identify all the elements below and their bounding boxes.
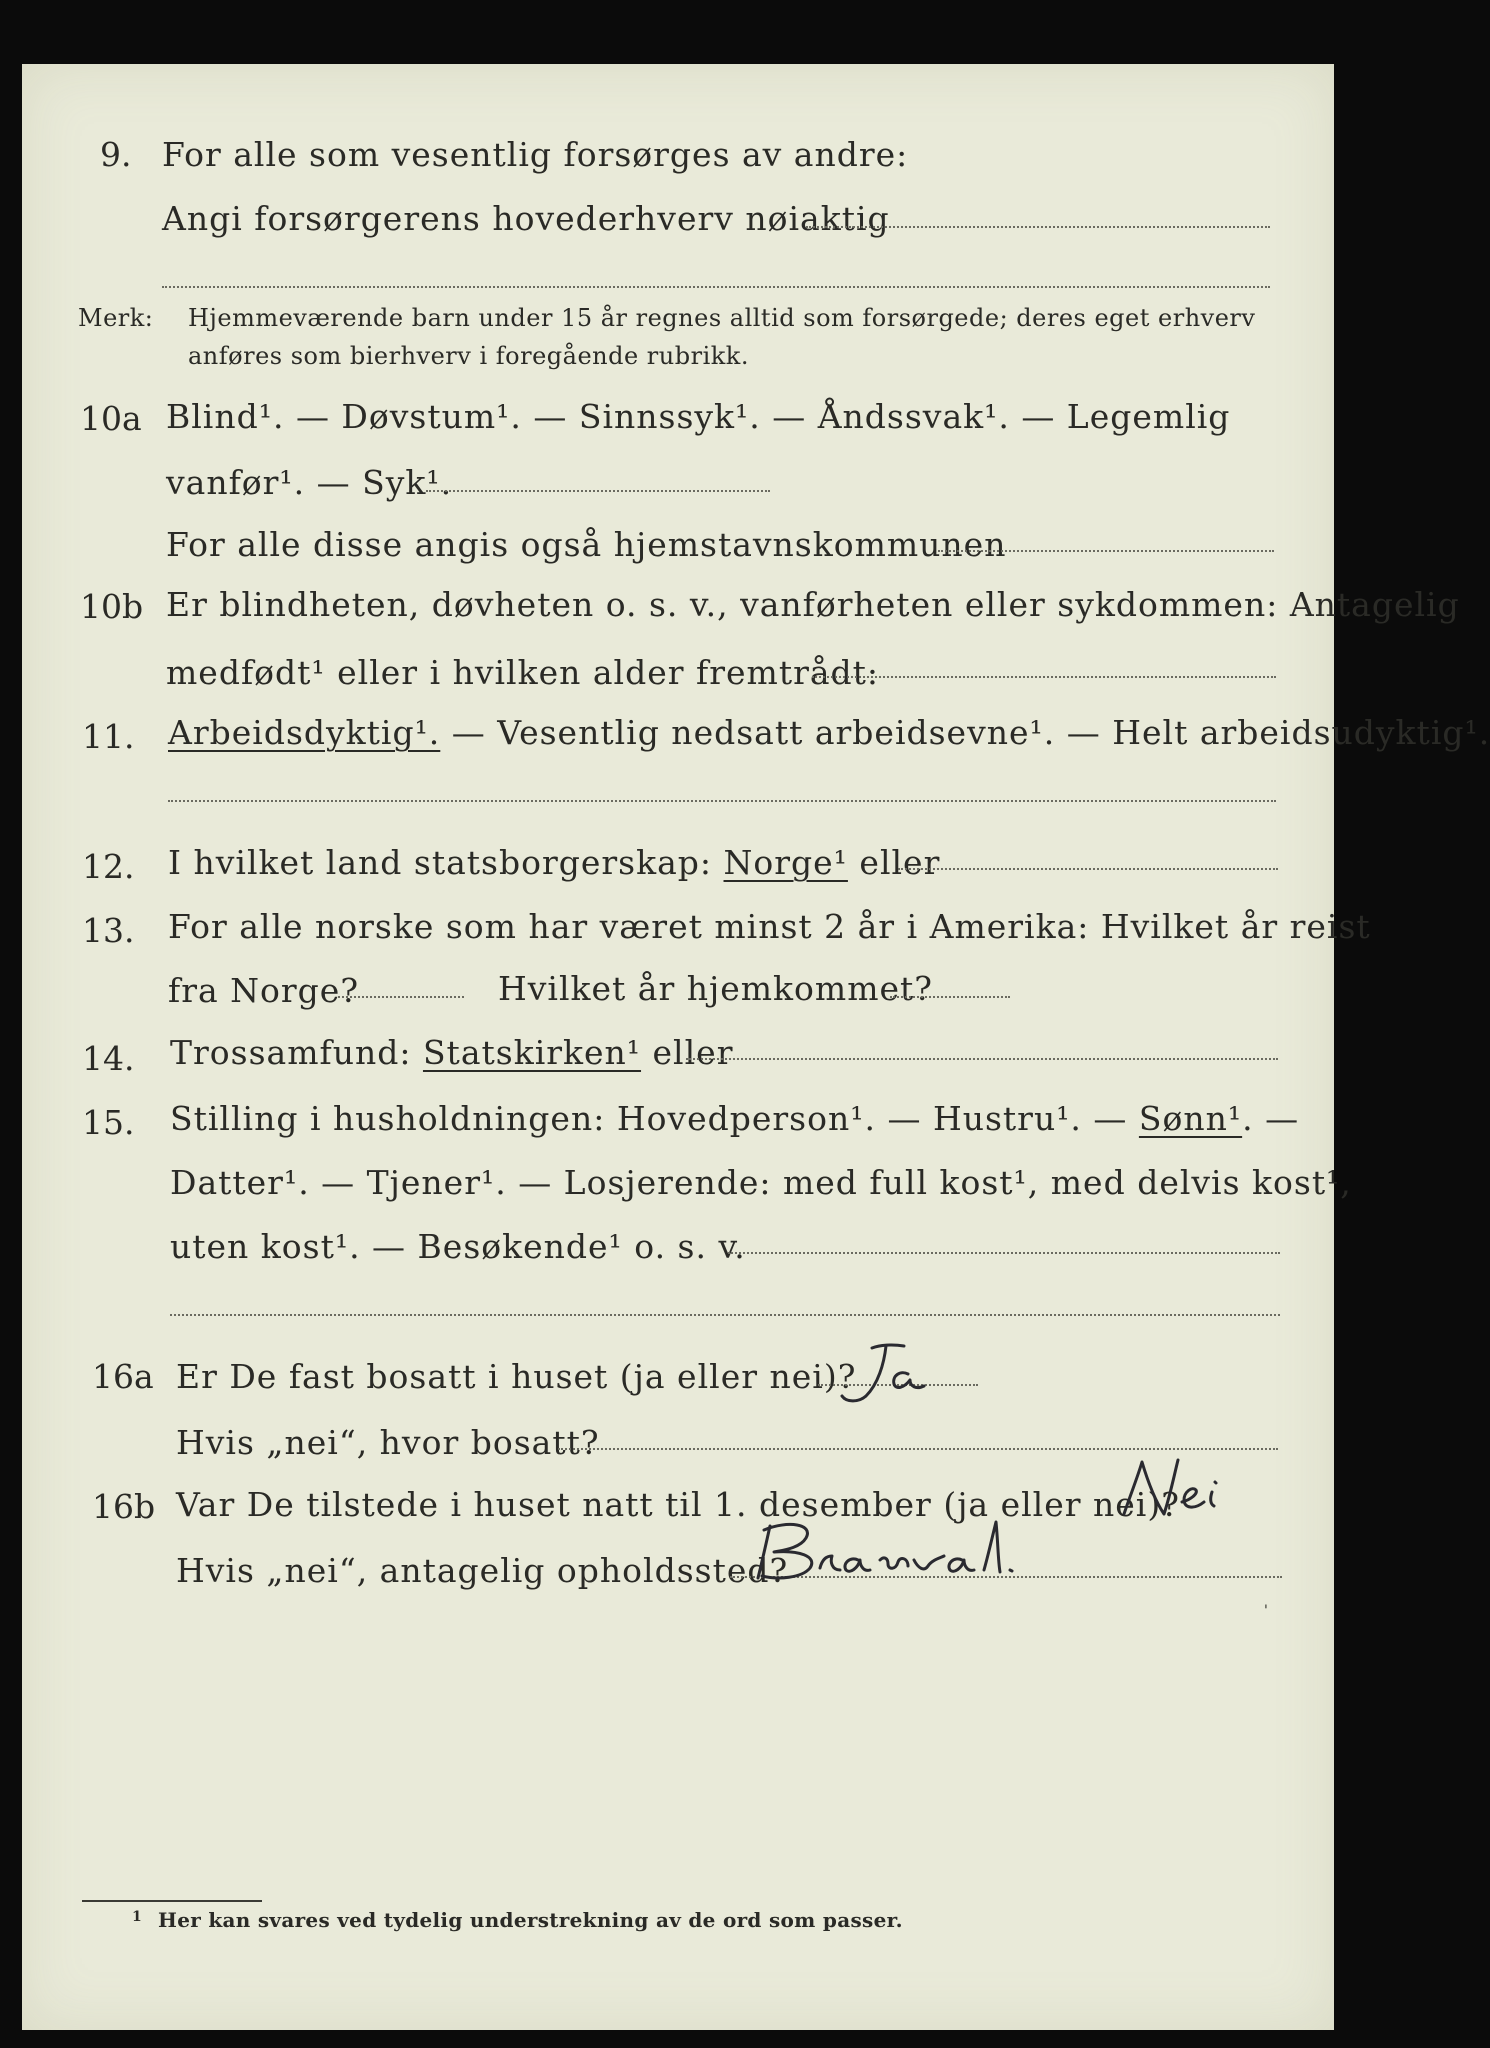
q9-number: 9. <box>100 135 132 174</box>
q16a-number: 16a <box>92 1357 154 1396</box>
q15-text-2: Datter¹. — Tjener¹. — Losjerende: med full kost¹, med delvis kost¹, <box>170 1163 1352 1202</box>
q13-text-b: Hvilket år hjemkommet? <box>498 969 933 1008</box>
q14-text <box>170 1033 734 1072</box>
q16a-answer-ja <box>820 1340 950 1410</box>
q9-answer-line <box>806 226 1270 228</box>
q9-text: For alle som vesentlig forsørges av andre: <box>162 135 909 174</box>
q15-answer-line <box>728 1252 1280 1254</box>
q10a-answer-line <box>426 490 770 492</box>
stray-mark: ' <box>1264 1603 1269 1619</box>
note-label: Merk: <box>78 304 154 332</box>
q15-number: 15. <box>82 1103 135 1142</box>
q12-option-norge: Norge¹ <box>723 843 848 882</box>
q15-pre: Stilling i husholdningen: Hovedperson¹. — Hustru¹. — <box>170 1099 1139 1138</box>
q12-text <box>168 843 941 882</box>
q12-answer-line <box>898 868 1278 870</box>
q16a-text: Er De fast bosatt i huset (ja eller nei)? <box>176 1357 857 1396</box>
q15-answer-line-2 <box>170 1314 1280 1316</box>
q11-rest: — Vesentlig nedsatt arbeidsevne¹. — Helt arbeidsudyktig¹. <box>440 713 1490 752</box>
q16a-answer-line-2 <box>558 1448 1278 1450</box>
q10a-answer-line-2 <box>938 550 1274 552</box>
q14-option-statskirken: Statskirken¹ <box>422 1033 642 1072</box>
q16b-number: 16b <box>92 1487 156 1526</box>
q14-post: eller <box>641 1033 734 1072</box>
q15-option-sonn: Sønn¹ <box>1138 1099 1243 1138</box>
note-text-2: anføres som bierhverv i foregående rubrikk. <box>188 342 749 370</box>
q16b-answer-nei <box>1108 1452 1238 1532</box>
q15-text-3: uten kost¹. — Besøkende¹ o. s. v. <box>170 1227 746 1266</box>
q13-answer-line-b <box>890 996 1010 998</box>
q10a-number: 10a <box>80 399 142 438</box>
q10b-text-2: medfødt¹ eller i hvilken alder fremtrådt: <box>166 653 880 692</box>
q13-number: 13. <box>82 911 135 950</box>
footnote-text: Her kan svares ved tydelig understrekning av de ord som passer. <box>158 1908 903 1932</box>
q15-text <box>170 1099 1300 1138</box>
q12-pre: I hvilket land statsborgerskap: <box>168 843 724 882</box>
q9-answer-line-2 <box>162 286 1270 288</box>
footnote-rule <box>82 1900 262 1902</box>
q11-number: 11. <box>82 717 135 756</box>
q14-number: 14. <box>82 1039 135 1078</box>
q10a-text-3: For alle disse angis også hjemstavnskommunen <box>166 525 1007 564</box>
q10b-number: 10b <box>80 587 144 626</box>
q10a-text: Blind¹. — Døvstum¹. — Sinnssyk¹. — Åndssvak¹. — Legemlig <box>166 397 1231 436</box>
q11-option-arbeidsdyktig: Arbeidsdyktig¹. <box>168 713 441 752</box>
q16b-answer-braavol <box>748 1516 1108 1586</box>
q16b-text: Var De tilstede i huset natt til 1. desember (ja eller nei)? <box>176 1485 1180 1524</box>
q11-text <box>168 713 1490 752</box>
q10b-text: Er blindheten, døvheten o. s. v., vanførheten eller sykdommen: Antagelig <box>166 585 1460 624</box>
q16a-text-2: Hvis „nei“, hvor bosatt? <box>176 1423 600 1462</box>
q12-post: eller <box>847 843 941 882</box>
q13-text-a: fra Norge? <box>168 971 360 1010</box>
q14-answer-line <box>686 1058 1278 1060</box>
q13-text: For alle norske som har været minst 2 år i Amerika: Hvilket år reist <box>168 907 1371 946</box>
footnote-mark: 1 <box>132 1909 143 1925</box>
q10a-text-2: vanfør¹. — Syk¹. <box>166 463 453 502</box>
q12-number: 12. <box>82 847 135 886</box>
q10b-answer-line <box>812 676 1276 678</box>
q14-pre: Trossamfund: <box>170 1033 423 1072</box>
q15-post: . — <box>1242 1099 1300 1138</box>
note-text: Hjemmeværende barn under 15 år regnes alltid som forsørgede; deres eget erhverv <box>188 304 1256 332</box>
q9-text-2: Angi forsørgerens hovederhverv nøiaktig <box>162 199 890 238</box>
q11-answer-line <box>168 800 1276 802</box>
q13-answer-line-a <box>338 996 464 998</box>
q16b-text-2: Hvis „nei“, antagelig opholdssted? <box>176 1551 789 1590</box>
